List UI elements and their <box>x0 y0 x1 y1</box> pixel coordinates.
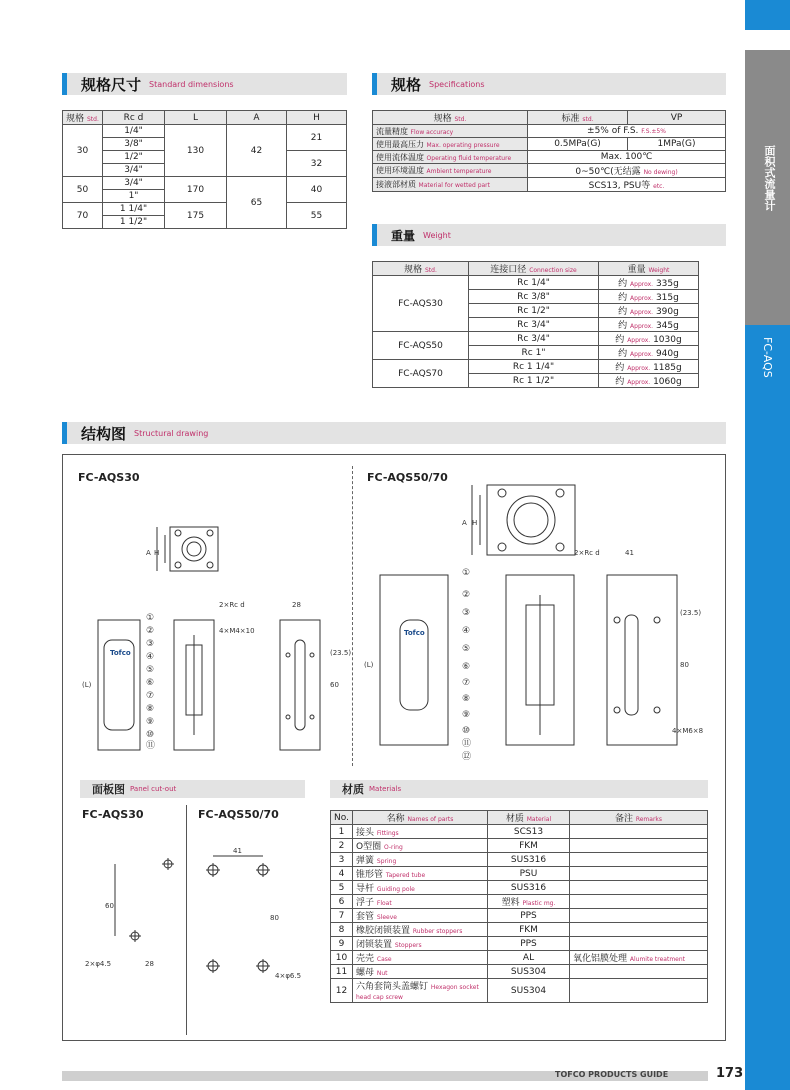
label-m4: 4×M4×10 <box>219 627 255 635</box>
panel-dim-80: 80 <box>270 914 279 922</box>
aqs50-front-left <box>380 575 448 745</box>
dim-L-50: (L) <box>364 661 374 669</box>
aqs50-side <box>607 575 677 745</box>
table-row: 2 O型圈 O-ring FKM <box>331 839 708 853</box>
table-row: 1" <box>63 190 347 203</box>
svg-text:⑧: ⑧ <box>462 694 471 704</box>
table-row: 使用环境温度 Ambient temperature 0~50℃(无结露 No dewing) <box>373 164 726 178</box>
svg-text:⑨: ⑨ <box>462 710 471 720</box>
svg-text:⑪: ⑪ <box>462 739 472 749</box>
dim-A-50: A <box>462 519 467 527</box>
table-row: 流量精度 Flow accuracy ±5% of F.S. F.S.±5% <box>373 125 726 138</box>
table-row: 3/4" <box>63 164 347 177</box>
table-row: 1 接头 Fittings SCS13 <box>331 825 708 839</box>
section-materials-header: 材质 Materials <box>330 780 708 798</box>
model-title-30: FC-AQS30 <box>78 471 140 484</box>
page-number: 173 <box>716 1066 744 1081</box>
dim-H-50: H <box>472 519 478 527</box>
svg-text:⑦: ⑦ <box>462 678 471 688</box>
materials-table <box>330 810 708 1003</box>
table-row: 4 锥形管 Tapered tube PSU <box>331 867 708 881</box>
table-row: Rc 3/8" 约 Approx. 315g <box>373 290 699 304</box>
svg-text:③: ③ <box>462 608 471 618</box>
label-rcd-30: 2×Rc d <box>219 601 245 609</box>
section-subtitle: Standard dimensions <box>149 79 234 89</box>
table-row: 30 1/4" 130 42 21 <box>63 125 347 138</box>
section-specs-header: 规格 Specifications <box>372 73 726 95</box>
dim-60: 60 <box>330 681 339 689</box>
table-row: 7 套管 Sleeve PPS <box>331 909 708 923</box>
table-row: Rc 1/2" 约 Approx. 390g <box>373 304 699 318</box>
panel-dim-60: 60 <box>105 902 114 910</box>
svg-text:③: ③ <box>146 639 155 649</box>
table-row: FC-AQS70 Rc 1 1/4" 约 Approx. 1185g <box>373 360 699 374</box>
dim-L-30: (L) <box>82 681 92 689</box>
table-row: 使用流体温度 Operating fluid temperature Max. 100℃ <box>373 151 726 164</box>
table-row: 11 螺母 Nut SUS304 <box>331 965 708 979</box>
svg-text:⑩: ⑩ <box>146 730 155 740</box>
svg-text:⑧: ⑧ <box>146 704 155 714</box>
table-header-row: 规格 Std. 连接口径 Connection size 重量 Weight <box>373 262 699 276</box>
table-row: 9 闭锁装置 Stoppers PPS <box>331 937 708 951</box>
svg-text:⑨: ⑨ <box>146 717 155 727</box>
weight-table <box>372 261 699 388</box>
table-header-row: No. 名称 Names of parts 材质 Material 备注 Remarks <box>331 811 708 825</box>
table-row: 10 壳壳 Case AL 氧化铝膜处理 Alumite treatment <box>331 951 708 965</box>
svg-text:⑥: ⑥ <box>146 678 155 688</box>
table-row: 3/8" <box>63 138 347 151</box>
svg-text:⑦: ⑦ <box>146 691 155 701</box>
dim-235-50: (23.5) <box>680 609 702 617</box>
table-row: 使用最高压力 Max. operating pressure 0.5MPa(G) 1MPa(G) <box>373 138 726 151</box>
label-rcd-50: 2×Rc d <box>574 549 600 557</box>
dim-A-30: A <box>146 549 151 557</box>
panel-d65: 4×φ6.5 <box>275 972 302 980</box>
svg-text:①: ① <box>462 568 471 578</box>
svg-text:⑫: ⑫ <box>462 752 472 762</box>
brand-50: Tofco <box>404 629 425 637</box>
svg-text:④: ④ <box>146 652 155 662</box>
table-row: 8 橡胶闭锁装置 Rubber stoppers FKM <box>331 923 708 937</box>
table-row: 接液部材质 Material for wetted part SCS13, PSU等 etc. <box>373 178 726 192</box>
model-title-5070: FC-AQS50/70 <box>367 471 448 484</box>
callouts-30 <box>146 613 155 751</box>
table-row: FC-AQS30 Rc 1/4" 约 Approx. 335g <box>373 276 699 290</box>
table-row: Rc 1 1/2" 约 Approx. 1060g <box>373 374 699 388</box>
panel-model-5070: FC-AQS50/70 <box>198 808 279 821</box>
panel-drawing <box>75 828 325 1033</box>
svg-text:⑪: ⑪ <box>146 741 156 751</box>
section-panel-header: 面板图 Panel cut-out <box>80 780 305 798</box>
dimensions-table <box>62 110 347 229</box>
svg-text:②: ② <box>462 590 471 600</box>
specs-table <box>372 110 726 192</box>
svg-text:④: ④ <box>462 626 471 636</box>
section-weight-header: 重量 Weight <box>372 224 726 246</box>
section-title: 规格尺寸 <box>81 75 142 94</box>
label-m6: 4×M6×8 <box>672 727 704 735</box>
side-tab-category <box>745 50 790 325</box>
table-row: 3 弹簧 Spring SUS316 <box>331 853 708 867</box>
dim-41: 41 <box>625 549 634 557</box>
svg-text:⑩: ⑩ <box>462 726 471 736</box>
table-row: 5 导杆 Guiding pole SUS316 <box>331 881 708 895</box>
side-tab-model <box>745 325 790 1090</box>
table-row: Rc 1" 约 Approx. 940g <box>373 346 699 360</box>
table-row: 12 六角套筒头盖螺钉 Hexagon socket head cap screw SUS304 <box>331 979 708 1003</box>
svg-text:⑤: ⑤ <box>146 665 155 675</box>
dim-H-30: H <box>154 549 160 557</box>
table-row: 70 1 1/4" 175 55 <box>63 203 347 216</box>
brand-30: Tofco <box>110 649 131 657</box>
footer-guide: TOFCO PRODUCTS GUIDE <box>555 1070 669 1079</box>
panel-dim-41: 41 <box>233 847 242 855</box>
dim-28: 28 <box>292 601 301 609</box>
section-dimensions-header <box>62 73 347 95</box>
section-structure-header: 结构图 Structural drawing <box>62 422 726 444</box>
side-tab-top <box>745 0 790 30</box>
callouts-50 <box>462 568 471 762</box>
panel-d45: 2×φ4.5 <box>85 960 112 968</box>
table-row: 50 3/4" 170 65 40 <box>63 177 347 190</box>
table-header-row: 规格 Std. Rc d L A H <box>63 111 347 125</box>
panel-model-30: FC-AQS30 <box>82 808 144 821</box>
structural-drawing <box>62 455 726 775</box>
table-row: 6 浮子 Float 塑料 Plastic mg. <box>331 895 708 909</box>
dim-80: 80 <box>680 661 689 669</box>
table-row: FC-AQS50 Rc 3/4" 约 Approx. 1030g <box>373 332 699 346</box>
table-row: 1/2" 32 <box>63 151 347 164</box>
side-model-label: FC-AQS <box>761 337 774 378</box>
side-category-label: 面积式流量计 <box>763 145 776 211</box>
table-row: Rc 3/4" 约 Approx. 345g <box>373 318 699 332</box>
svg-text:⑤: ⑤ <box>462 644 471 654</box>
svg-text:⑥: ⑥ <box>462 662 471 672</box>
table-row: 1 1/2" <box>63 216 347 229</box>
table-header-row: 规格 Std. 标准 std. VP <box>373 111 726 125</box>
panel-dim-28: 28 <box>145 960 154 968</box>
svg-text:②: ② <box>146 626 155 636</box>
aqs30-top-view <box>170 527 218 571</box>
svg-text:①: ① <box>146 613 155 623</box>
dim-235-30: (23.5) <box>330 649 352 657</box>
